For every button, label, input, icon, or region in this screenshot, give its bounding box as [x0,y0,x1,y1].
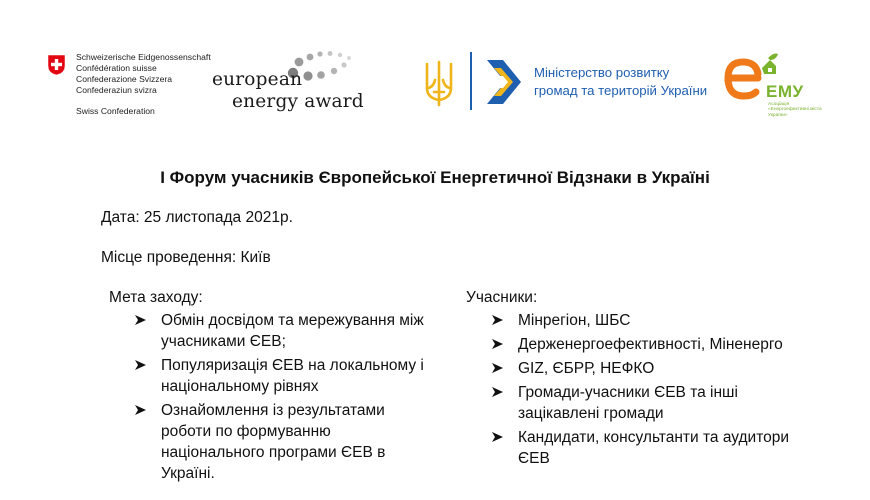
swiss-name-line: Schweizerische Eidgenossenschaft [76,52,211,62]
goals-heading: Мета заходу: [109,289,203,306]
list-item [491,310,821,331]
list-item [491,427,821,469]
participant-text: Громади-учасники ЄЕВ та інші зацікавлені громади [518,384,738,422]
participants-heading: Учасники: [466,289,538,306]
eea-logo-line2: energy award [232,91,364,112]
arrow-bullet-icon [491,338,504,350]
list-item [491,382,821,424]
participant-text: Кандидати, консультанти та аудитори ЄЕВ [518,429,790,467]
goals-list-container [134,310,434,487]
arrow-bullet-icon [134,404,147,416]
goal-text: Ознайомлення із результатами роботи по формуванню національного програми ЄЕВ в Україні. [161,402,386,482]
list-item [134,400,434,484]
document-title: І Форум учасників Європейської Енергетичної Відзнаки в Україні [160,168,710,187]
participant-text: Мінрегіон, ШБС [518,312,631,329]
list-item [134,355,434,397]
arrow-bullet-icon [134,359,147,371]
goals-list [134,310,434,484]
participants-list [491,310,821,469]
eemu-name: ЕМУ [766,82,804,101]
arrow-bullet-icon [491,314,504,326]
arrow-bullet-icon [134,314,147,326]
swiss-confederation-footer: Swiss Confederation [76,106,155,116]
event-date: Дата: 25 листопада 2021р. [101,209,293,226]
list-item [491,358,821,379]
swiss-confederation-names [76,52,211,96]
participant-text: GIZ, ЄБРР, НЕФКО [518,360,655,377]
goal-text: Популяризація ЄЕВ на локальному і національному рівнях [161,357,424,395]
list-item [134,310,434,352]
arrow-bullet-icon [491,386,504,398]
event-place: Місце проведення: Київ [101,249,271,266]
swiss-name-line: Confederaziun svizra [76,85,157,95]
list-item [491,334,821,355]
swiss-name-line: Confederazione Svizzera [76,74,173,84]
arrow-bullet-icon [491,431,504,443]
ukraine-trident-icon [424,58,454,108]
swiss-name-line: Confédération suisse [76,63,157,73]
eemu-subtitle: Асоціація «Енергоефективні міста України» [768,102,822,118]
eea-logo-line1: european [212,69,303,90]
participant-text: Держенергоефективності, Міненерго [518,336,783,353]
swiss-coat-of-arms-icon [47,54,66,76]
ministry-name-line1: Міністерство розвитку [534,65,670,80]
ministry-name-line2: громад та територій України [534,83,708,98]
ministry-divider [470,52,472,110]
ministry-name [534,64,707,100]
participants-list-container [491,310,821,472]
ministry-chevron-icon [485,58,525,106]
arrow-bullet-icon [491,362,504,374]
goal-text: Обмін досвідом та мережування між учасниками ЄЕВ; [161,312,424,350]
